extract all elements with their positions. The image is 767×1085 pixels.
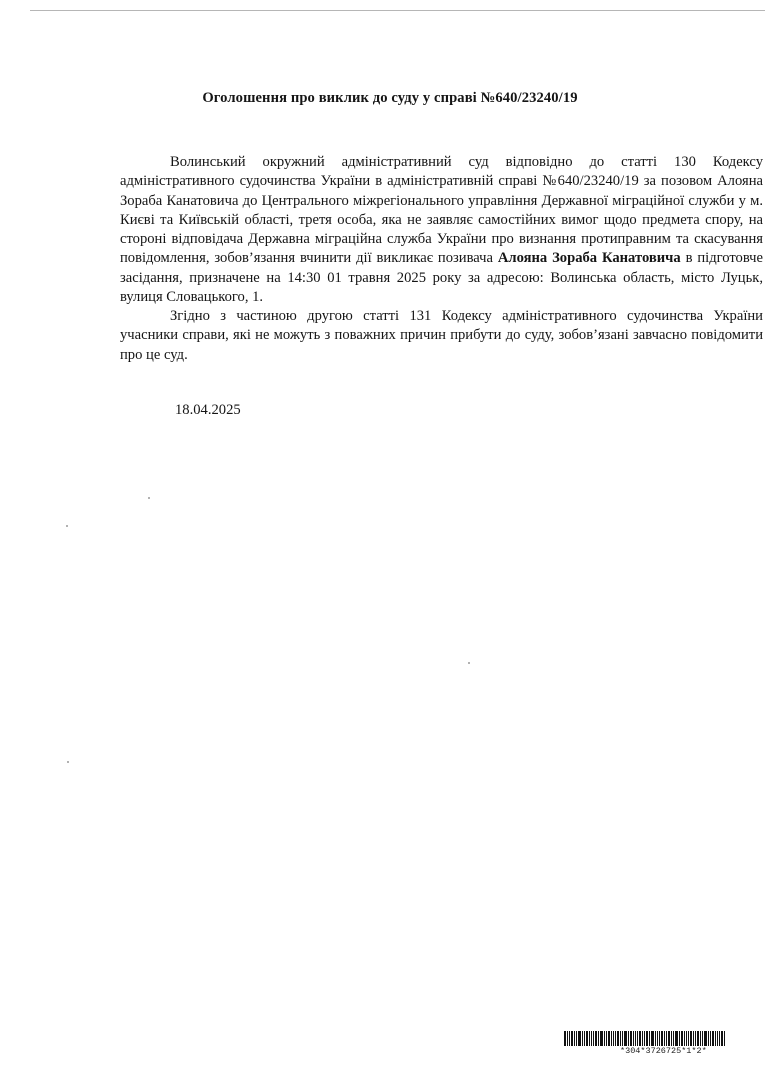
barcode-bar [661,1031,663,1046]
barcode-bar [600,1031,603,1046]
barcode-bar [589,1031,590,1046]
barcode-bar [644,1031,645,1046]
paragraph-summons-text-2: в підготовче засідання, призначене на 14:30 01 травня 2025 року за адресою: Волинська область, місто Луцьк, вулиця Словацького, 1. [120,250,763,306]
barcode-bar [688,1031,689,1046]
barcode-bar [620,1031,621,1046]
barcode-bar [649,1031,650,1046]
barcode-bar [693,1031,694,1046]
paragraph-summons [120,153,763,307]
barcode-bar [655,1031,656,1046]
barcode-bar [576,1031,577,1046]
barcode-bar [622,1031,623,1046]
barcode-bar [719,1031,720,1046]
barcode-bar [604,1031,605,1046]
barcode-bar [704,1031,707,1046]
barcode-bar [681,1031,683,1046]
barcode-bar [584,1031,585,1046]
barcode-bar [613,1031,614,1046]
barcode-bar [679,1031,680,1046]
barcode-bar [574,1031,575,1046]
document-title: Оголошення про виклик до суду у справі №640/23240/19 [202,90,578,106]
barcode-bar [598,1031,599,1046]
barcode-bar [564,1031,566,1046]
barcode-bar [695,1031,696,1046]
barcode-bar [617,1031,619,1046]
barcode-bar [715,1031,716,1046]
barcode-bar [697,1031,699,1046]
barcode-bar [635,1031,636,1046]
barcode-bar [675,1031,678,1046]
scan-speck [468,662,470,664]
barcode-bar [593,1031,594,1046]
barcode-bar [700,1031,701,1046]
barcode-bar [628,1031,629,1046]
barcode-bar [671,1031,672,1046]
document-date: 18.04.2025 [175,402,241,418]
barcode-bar [591,1031,592,1046]
scan-edge-line [30,10,765,11]
barcode-bar [582,1031,583,1046]
barcode-bar [724,1031,725,1046]
barcode-bar [673,1031,674,1046]
barcode-bar [651,1031,654,1046]
barcode-bar [567,1031,568,1046]
barcode-bar [702,1031,703,1046]
barcode-bar [571,1031,573,1046]
scan-speck [66,525,68,527]
barcode-bar [684,1031,685,1046]
paragraph-summons-text-1: Волинський окружний адміністративний суд відповідно до статті 130 Кодексу адміністративного судочинства України в адміністративній справі №640/23240/19 за позовом Алояна Зораба Канатовича до Центрального міжрегіонального управління Державної міграційної служби у м. Києві та Київській області, третя особа, яка не заявляє самостійних вимог щодо предмета спору, на стороні відповідача Державна міграційна служба України про визнання протиправним та скасування повідомлення, зобов’язання вчинити дії викликає позивача [120,154,763,267]
barcode-bar [657,1031,658,1046]
barcode-bar [712,1031,714,1046]
barcode-bar [710,1031,711,1046]
barcode-bar [624,1031,627,1046]
paragraph-notice: Згідно з частиною другою статті 131 Кодексу адміністративного судочинства України учасники справи, які не можуть з поважних причин прибути до суду, зобов’язані завчасно повідомити про це суд. [120,308,763,363]
barcode-bar [569,1031,570,1046]
barcode-bar [717,1031,718,1046]
barcode-bar [664,1031,665,1046]
barcode-bar [630,1031,632,1046]
barcode-bar [668,1031,670,1046]
barcode-bar [666,1031,667,1046]
barcode-bar [606,1031,607,1046]
scan-speck [148,497,150,499]
barcode-bar [646,1031,648,1046]
barcode-bar [608,1031,610,1046]
barcode-bar [615,1031,616,1046]
plaintiff-name: Алояна Зораба Канатовича [497,250,681,267]
document-barcode [564,1031,760,1046]
barcode-bar [637,1031,638,1046]
scan-speck [67,761,69,763]
barcode-bar [633,1031,634,1046]
barcode-bar [686,1031,687,1046]
barcode-bar [639,1031,641,1046]
barcode-bar [690,1031,692,1046]
barcode-bar [721,1031,723,1046]
barcode-caption: *304*3726725*1*2* [620,1046,707,1056]
barcode-bar [659,1031,660,1046]
barcode-bar [642,1031,643,1046]
barcode-bar [708,1031,709,1046]
barcode-bar [578,1031,581,1046]
barcode-bar [586,1031,588,1046]
barcode-bar [595,1031,597,1046]
barcode-bar [611,1031,612,1046]
